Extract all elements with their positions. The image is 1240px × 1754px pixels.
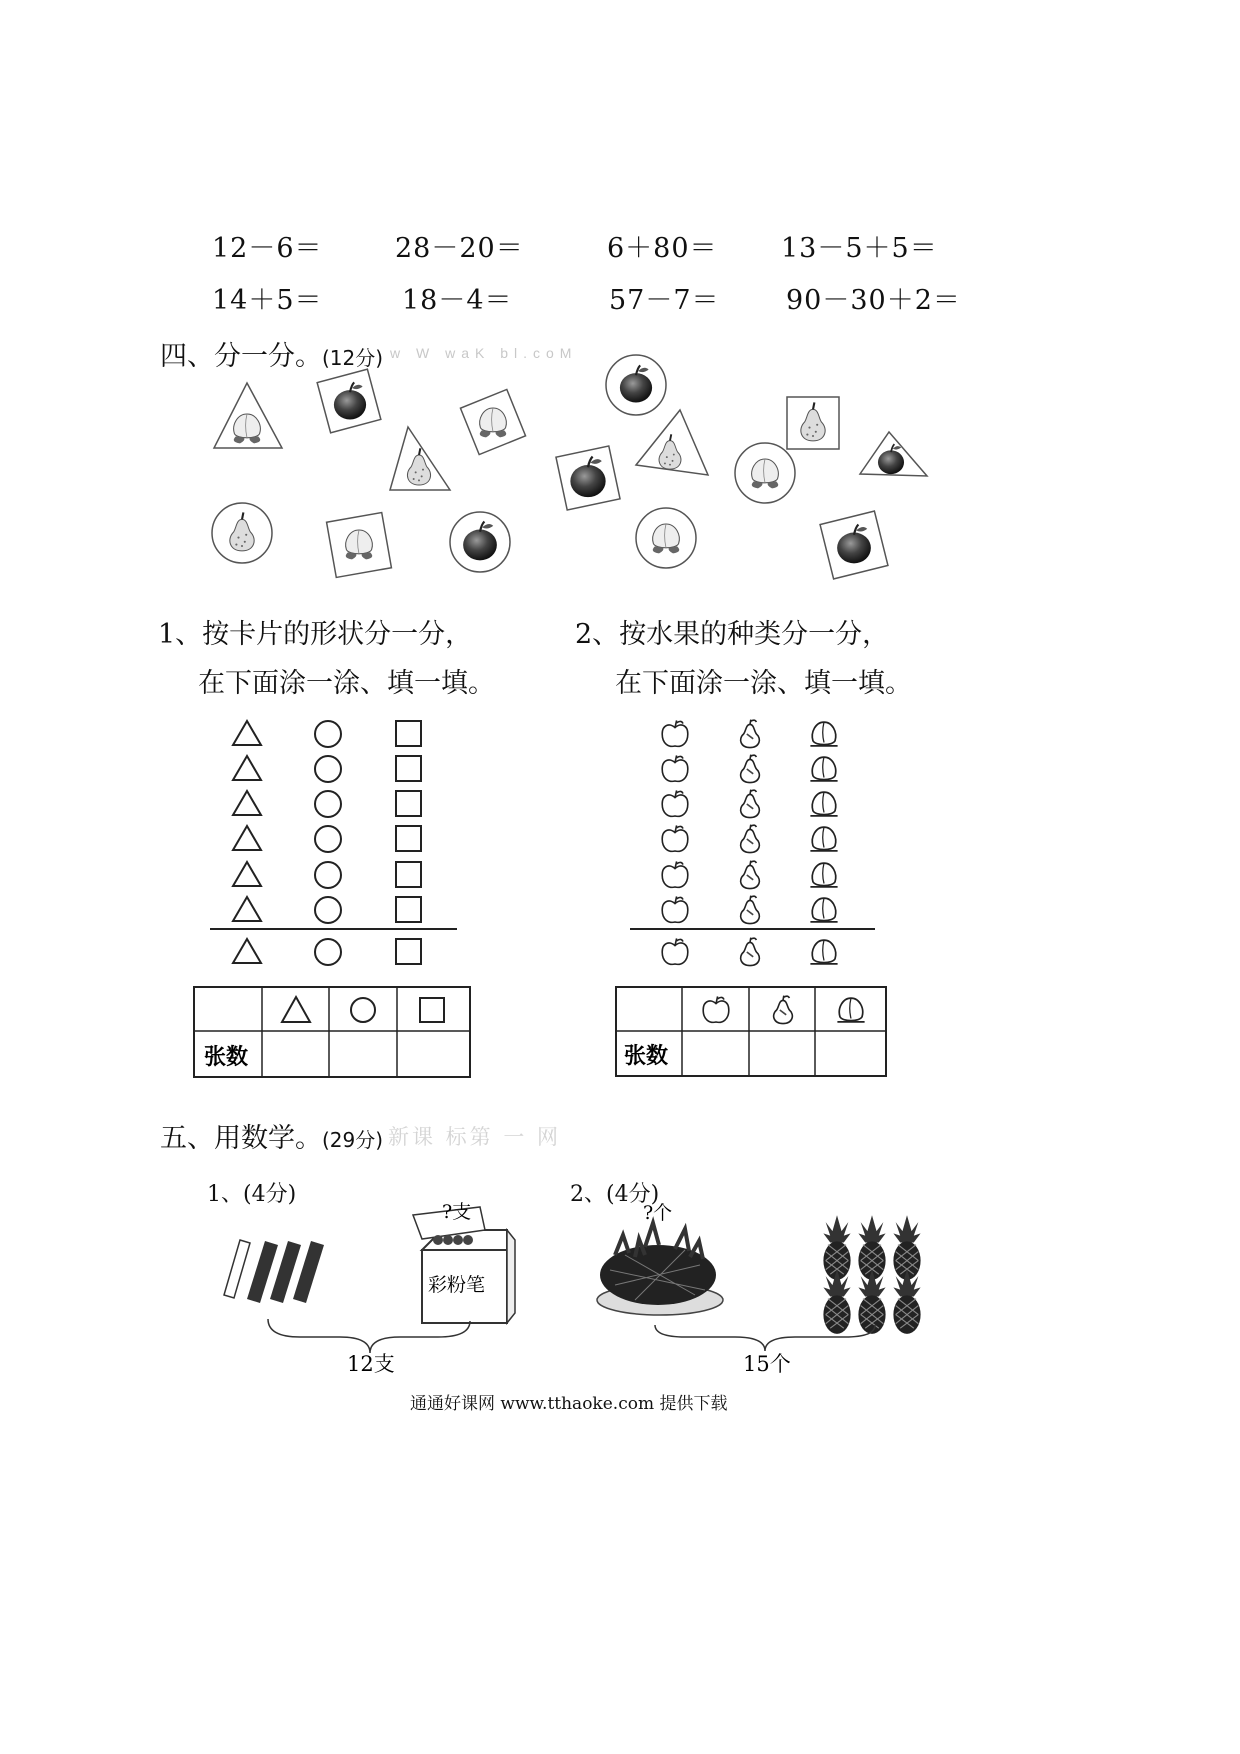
peach-outline[interactable]: [810, 757, 837, 781]
circle-outline[interactable]: [315, 791, 341, 817]
apple-count-cell[interactable]: [686, 1035, 746, 1073]
chalk-box-icon: [413, 1207, 515, 1323]
triangle-column: [233, 721, 261, 963]
watermark-text: w W waK bl.coM: [390, 345, 578, 361]
total-pineapple-count: 15个: [743, 1352, 791, 1376]
triangle-outline[interactable]: [233, 756, 261, 780]
equation: 13－5＋5＝: [781, 233, 938, 264]
pear-outline[interactable]: [741, 896, 760, 924]
peach-column: [810, 722, 837, 964]
square-card-pear: [787, 397, 839, 449]
section-5-heading: [160, 1116, 383, 1155]
section-4-title: 四、分一分。: [160, 341, 322, 372]
task-2-line-2: 在下面涂一涂、填一填。: [615, 668, 912, 699]
square-card-apple: [317, 369, 381, 433]
equation: 18－4＝: [402, 285, 513, 316]
peach-outline[interactable]: [810, 898, 837, 922]
watermark-text: 新课 标第 一 网: [388, 1125, 562, 1149]
square-outline[interactable]: [396, 897, 421, 922]
equation: 14＋5＝: [212, 285, 323, 316]
triangle-outline[interactable]: [233, 791, 261, 815]
equation: 90－30＋2＝: [786, 285, 961, 316]
circle-card-peach: [636, 508, 696, 568]
apple-outline[interactable]: [662, 861, 688, 887]
apple-outline[interactable]: [662, 790, 688, 816]
unknown-chalk-count: ?支: [442, 1201, 472, 1223]
square-card-peach: [327, 513, 392, 578]
circle-count-cell[interactable]: [333, 1035, 393, 1074]
problem-2-label: 2、(4分): [570, 1182, 660, 1207]
equation: 57－7＝: [609, 285, 720, 316]
square-count-cell[interactable]: [401, 1035, 467, 1074]
apple-outline[interactable]: [662, 720, 688, 746]
circle-outline[interactable]: [315, 756, 341, 782]
circle-card-pear: [212, 503, 272, 563]
section-4-score: (12分): [322, 346, 384, 370]
square-outline[interactable]: [396, 826, 421, 851]
pear-icon: [774, 996, 793, 1024]
task-1-line-1: 1、按卡片的形状分一分，: [158, 619, 473, 650]
task-1-line-2: 在下面涂一涂、填一填。: [198, 668, 495, 699]
triangle-icon: [282, 997, 310, 1022]
square-outline[interactable]: [396, 862, 421, 887]
peach-outline[interactable]: [810, 792, 837, 816]
fruit-cards-illustration: [190, 345, 950, 600]
fruit-coloring-grid: [625, 712, 885, 972]
pear-outline[interactable]: [741, 825, 760, 853]
pineapple-problem-illustration: [595, 1195, 935, 1380]
total-chalk-count: 12支: [347, 1352, 395, 1376]
chalk-problem-illustration: [220, 1195, 530, 1380]
apple-column: [662, 720, 688, 964]
pear-outline[interactable]: [741, 790, 760, 818]
pineapple-group-icon: [823, 1215, 920, 1334]
square-icon: [420, 998, 444, 1022]
peach-count-cell[interactable]: [819, 1035, 883, 1073]
peach-outline[interactable]: [810, 827, 837, 851]
apple-outline[interactable]: [662, 896, 688, 922]
triangle-count-cell[interactable]: [266, 1035, 326, 1074]
equation: 6＋80＝: [607, 233, 718, 264]
circle-outline[interactable]: [315, 897, 341, 923]
square-column: [396, 721, 421, 964]
task-2-line-1: 2、按水果的种类分一分，: [575, 619, 890, 650]
triangle-card-pear: [390, 427, 450, 490]
shape-coloring-grid: [205, 712, 470, 972]
circle-icon: [351, 998, 375, 1022]
circle-outline[interactable]: [315, 939, 341, 965]
square-card-apple: [556, 446, 620, 510]
peach-outline[interactable]: [810, 863, 837, 887]
section-5-score: (29分): [322, 1128, 384, 1152]
brace: [268, 1319, 470, 1353]
pineapple-plate-icon: [597, 1223, 723, 1315]
section-5-title: 五、用数学。: [160, 1123, 322, 1154]
circle-card-apple: [606, 355, 666, 415]
triangle-card-apple: [860, 432, 927, 476]
problem-1-label: 1、(4分): [207, 1182, 297, 1207]
circle-outline[interactable]: [315, 826, 341, 852]
square-card-peach: [460, 389, 525, 454]
circle-outline[interactable]: [315, 862, 341, 888]
row-label-count: 张数: [204, 1044, 249, 1070]
pear-outline[interactable]: [741, 755, 760, 783]
triangle-outline[interactable]: [233, 862, 261, 886]
equation: 28－20＝: [395, 233, 524, 264]
fruit-count-table: [612, 985, 892, 1081]
white-chalk-icon: [224, 1240, 250, 1298]
pear-count-cell[interactable]: [753, 1035, 812, 1073]
pear-outline[interactable]: [741, 720, 760, 748]
chalk-box-label: 彩粉笔: [428, 1274, 486, 1296]
peach-outline[interactable]: [810, 722, 837, 746]
square-outline[interactable]: [396, 939, 421, 964]
pear-outline[interactable]: [741, 938, 760, 966]
circle-outline[interactable]: [315, 721, 341, 747]
triangle-card-pear: [636, 410, 708, 475]
triangle-outline[interactable]: [233, 897, 261, 921]
square-outline[interactable]: [396, 721, 421, 746]
apple-outline[interactable]: [662, 938, 688, 964]
triangle-card-peach: [214, 383, 282, 448]
apple-outline[interactable]: [662, 755, 688, 781]
apple-outline[interactable]: [662, 825, 688, 851]
row-label-count: 张数: [624, 1043, 669, 1069]
equation: 12－6＝: [212, 233, 323, 264]
footer-text: 通通好课网 www.tthaoke.com 提供下载: [410, 1394, 728, 1414]
circle-card-peach: [735, 443, 795, 503]
square-outline[interactable]: [396, 791, 421, 816]
square-card-apple: [820, 511, 888, 579]
peach-icon: [837, 998, 864, 1022]
unknown-pineapple-count: ?个: [643, 1202, 673, 1224]
pear-outline[interactable]: [741, 861, 760, 889]
peach-outline[interactable]: [810, 940, 837, 964]
triangle-outline[interactable]: [233, 939, 261, 963]
triangle-outline[interactable]: [233, 721, 261, 745]
square-outline[interactable]: [396, 756, 421, 781]
shape-count-table: [190, 985, 475, 1081]
circle-card-apple: [450, 512, 510, 572]
triangle-outline[interactable]: [233, 826, 261, 850]
apple-icon: [703, 996, 729, 1022]
colored-chalk-icon: [247, 1241, 324, 1303]
